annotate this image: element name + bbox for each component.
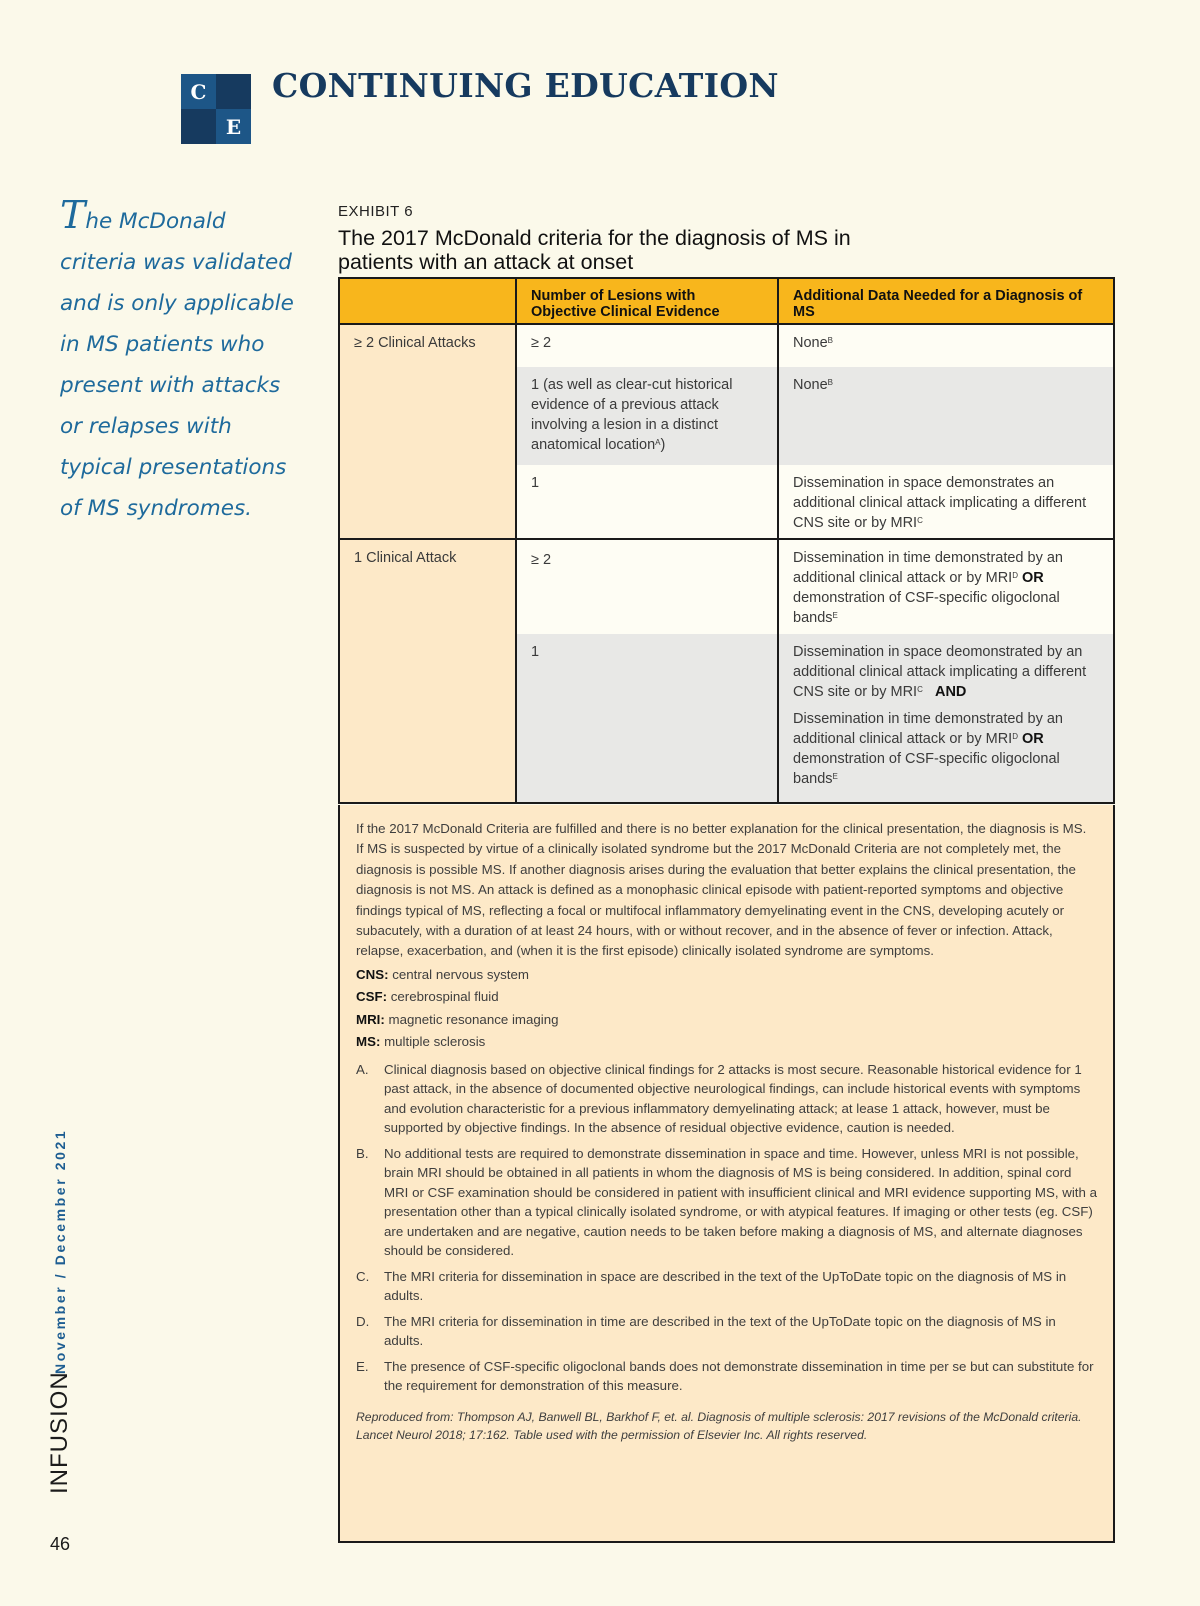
table-group [340, 325, 1113, 540]
abbreviation: CSF: cerebrospinal fluid [356, 989, 499, 1005]
abbreviation: MRI: magnetic resonance imaging [356, 1011, 559, 1027]
data-cell: Dissemination in time demonstrated by an additional clinical attack or by $MRI^D$ OR demonstration of CSF-specific oligoclonal bands$^E$ [793, 550, 1063, 626]
lesions-cell: 1 [517, 465, 779, 538]
abbreviation: MS: multiple sclerosis [356, 1034, 486, 1050]
pull-quote [60, 193, 300, 529]
footnote: E. The presence of CSF-specific oligoclonal bands does not demonstrate dissemination in time per se but can substitute for the requirement for demonstration of this measure. [356, 1358, 1094, 1394]
source-citation: Reproduced from: Thompson AJ, Banwell BL, Barkhof F, et. al. Diagnosis of multiple sclerosis: 2017 revisions of the McDonald criteria. Lancet Neurol 2018; 17:162. Table used with the permission of Elsevier Inc. All rights reserved. [356, 1409, 1082, 1442]
issue-date: November / December 2021 [52, 1128, 68, 1374]
data-cell: Dissemination in space demonstrates an additional clinical attack implicating a different CNS site or by $MRI^C$ [793, 475, 1087, 531]
data-cell: None$^B$ [793, 335, 834, 351]
ce-logo [181, 74, 251, 144]
data-cell: None$^B$ [793, 377, 834, 393]
footnote: C. The MRI criteria for dissemination in space are described in the text of the UpToDate topic on the diagnosis of MS in adults. [356, 1268, 1067, 1304]
footnote: A. Clinical diagnosis based on objective clinical findings for 2 attacks is most secure. Reasonable historical evidence for 1 past attack, in the absence of documented objective neurological findings, can include historical events with symptoms and evolution characteristic for a previous inflammatory demyelinating attack; at lease 1 attack, however, must be supported by objective findings. In the absence of residual objective evidence, caution is needed. [356, 1061, 1082, 1136]
criteria-table [338, 277, 1115, 804]
section-title: CONTINUING EDUCATION [272, 66, 779, 105]
table-row [517, 367, 1113, 465]
lesions-cell: 1 [517, 634, 779, 802]
abbreviation: CNS: central nervous system [356, 966, 529, 982]
group-label: 1 Clinical Attack [340, 540, 517, 802]
page-number: 46 [50, 1534, 71, 1554]
header-cell-empty [340, 279, 517, 325]
lesions-cell: 1 (as well as clear-cut historical evidence of a previous attack involving a lesion in a distinct anatomical location$^A$) [517, 367, 779, 465]
footnote: B. No additional tests are required to demonstrate dissemination in space and time. However, unless MRI is not possible, brain MRI should be obtained in all patients in whom the diagnosis of MS is being considered. In addition, spinal cord MRI or CSF examination should be considered in patient with insufficient clinical and MRI evidence supporting MS, with a presentation other than a typical clinically isolated syndrome, or with atypical features. If imaging or other tests (eg. CSF) are undertaken and are negative, caution needs to be taken before making a diagnosis of MS, and alternate diagnoses should be considered. [356, 1145, 1097, 1259]
table-notes [338, 805, 1115, 1543]
header-cell-lesions: Number of Lesions with Objective Clinical Evidence [517, 279, 779, 325]
table-row [517, 465, 1113, 538]
logo-block [216, 74, 251, 109]
lesions-cell: ≥ 2 [517, 325, 779, 367]
group-label: ≥ 2 Clinical Attacks [340, 325, 517, 538]
table-group [340, 540, 1113, 802]
table-row [517, 325, 1113, 367]
exhibit-label: EXHIBIT 6 [338, 203, 414, 220]
logo-block [181, 109, 216, 144]
notes-intro: If the 2017 McDonald Criteria are fulfilled and there is no better explanation for the clinical presentation, the diagnosis is MS. If MS is suspected by virtue of a clinically isolated syndrome but the 2017 McDonald Criteria are not completely met, the diagnosis is possible MS. If another diagnosis arises during the evaluation that better explains the clinical presentation, the diagnosis is not MS. An attack is defined as a monophasic clinical episode with patient-reported symptoms and objective findings typical of MS, reflecting a focal or multifocal inflammatory demyelinating event in the CNS, developing acutely or subacutely, with a duration of at least 24 hours, with or without recover, and in the absence of fever or infection. Attack, relapse, exacerbation, and (when it is the first episode) clinically isolated syndrome are symptoms. [356, 821, 1087, 959]
table-header [340, 279, 1113, 325]
lesions-cell: ≥ 2 [517, 540, 779, 634]
logo-letter-e: E [216, 109, 251, 144]
pull-quote-drop-cap: T [60, 193, 86, 237]
footnote-list [356, 1060, 1097, 1396]
pull-quote-text: he McDonald criteria was validated and is only applicable in MS patients who present with attacks or relapses with typical presentations of MS syndromes. [60, 209, 294, 521]
header-cell-additional-data: Additional Data Needed for a Diagnosis of MS [779, 279, 1113, 325]
sidebar [38, 1114, 82, 1494]
logo-letter-c: C [181, 74, 216, 109]
magazine-logo: INFUSION [46, 1371, 73, 1494]
table-row [517, 540, 1113, 634]
table-row [517, 634, 1113, 802]
exhibit-title: The 2017 McDonald criteria for the diagnosis of MS in patients with an attack at onset [338, 226, 851, 274]
data-cell: Dissemination in space deomonstrated by an additional clinical attack implicating a different CNS site or by $MRI^C$ AND Dissemination in time demonstrated by an additional clinical attack or by $MRI^D$ OR demonstration of CSF-specific oligoclonal bands$^E$ [793, 644, 1087, 787]
footnote: D. The MRI criteria for dissemination in time are described in the text of the UpToDate topic on the diagnosis of MS in adults. [356, 1313, 1056, 1349]
abbreviation-list [356, 964, 1097, 1054]
